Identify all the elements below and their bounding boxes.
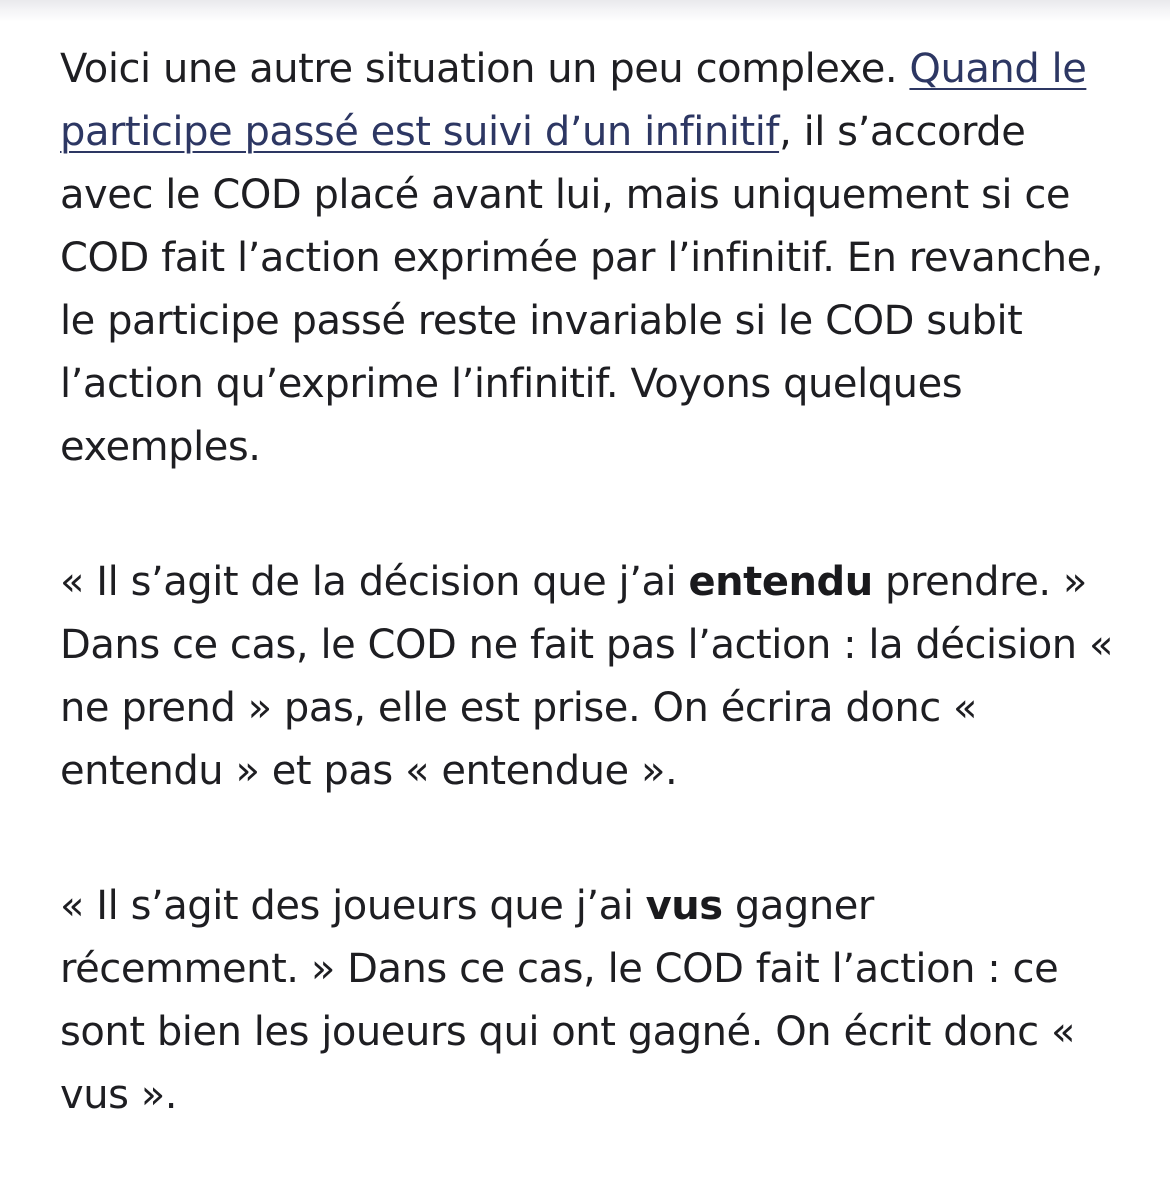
example-2-text-start: « Il s’agit des joueurs que j’ai <box>60 883 646 929</box>
paragraph-example-entendu <box>60 551 1116 803</box>
paragraph-intro <box>60 38 1116 479</box>
example-1-text-end: prendre. » Dans ce cas, le COD ne fait pas l’action : la décision « ne prend » pas, elle est prise. On écrira donc « entendu » et pas « entendue ». <box>60 559 1113 794</box>
paragraph-example-vus <box>60 875 1116 1127</box>
example-2-bold-word: vus <box>645 883 723 929</box>
example-2-text-end: gagner récemment. » Dans ce cas, le COD fait l’action : ce sont bien les joueurs qui ont gagné. On écrit donc « vus ». <box>60 883 1075 1118</box>
intro-text-end: , il s’accorde avec le COD placé avant lui, mais uniquement si ce COD fait l’action exprimée par l’infinitif. En revanche, le participe passé reste invariable si le COD subit l’action qu’exprime l’infinitif. Voyons quelques exemples. <box>60 109 1104 470</box>
example-1-bold-word: entendu <box>688 559 873 605</box>
intro-text-start: Voici une autre situation un peu complexe. <box>60 46 910 92</box>
top-shadow-divider <box>0 0 1170 22</box>
example-1-text-start: « Il s’agit de la décision que j’ai <box>60 559 689 605</box>
participe-infinitif-link[interactable]: Quand le participe passé est suivi d’un infinitif <box>60 46 1087 155</box>
article-body <box>60 38 1116 1127</box>
